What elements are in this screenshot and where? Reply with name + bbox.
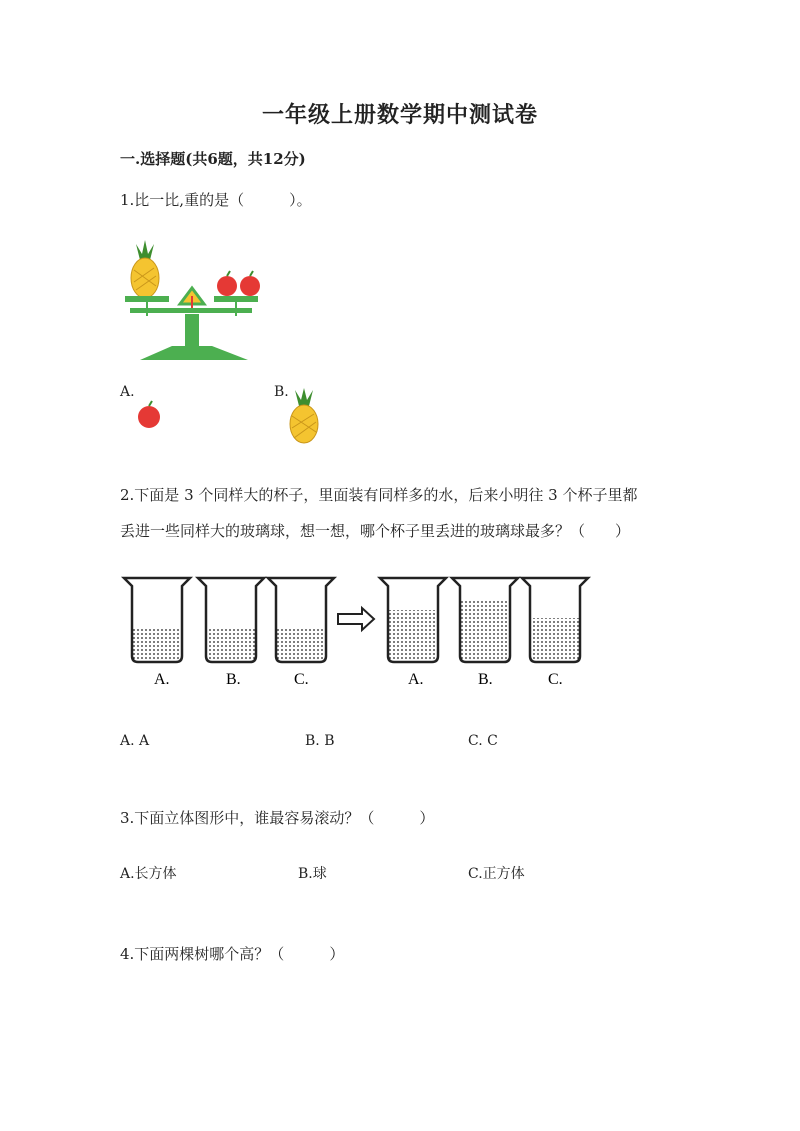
beaker-before-b [198, 578, 264, 662]
question-3-option-a[interactable]: A.长方体 [120, 866, 177, 882]
beaker-before-a [124, 578, 190, 662]
apple-icon [217, 271, 260, 296]
question-2-option-c[interactable]: C. C [468, 733, 498, 749]
section-heading: 一.选择题(共6题，共12分) [120, 150, 306, 168]
question-4-text: 4.下面两棵树哪个高？（ ） [120, 945, 345, 963]
question-3-text: 3.下面立体图形中，谁最容易滚动？（ ） [120, 809, 435, 827]
beaker-before-c [268, 578, 334, 662]
question-3-option-c[interactable]: C.正方体 [468, 866, 525, 882]
beaker-label: C. [294, 671, 309, 688]
beakers-figure [120, 572, 590, 692]
beaker-after-a [380, 578, 446, 662]
right-arrow-icon [338, 608, 374, 630]
apple-icon [136, 400, 162, 430]
question-2-text-line-1: 2.下面是 3 个同样大的杯子，里面装有同样多的水，后来小明往 3 个杯子里都 [120, 486, 638, 504]
pineapple-icon [286, 388, 322, 444]
question-1-option-b[interactable]: B. [274, 384, 289, 400]
question-2-option-b[interactable]: B. B [305, 733, 335, 749]
beaker-after-c [522, 578, 588, 662]
question-3-option-b[interactable]: B.球 [298, 866, 327, 882]
beaker-label: C. [548, 671, 563, 688]
beaker-label: A. [154, 671, 170, 688]
beaker-label: B. [226, 671, 241, 688]
page-title: 一年级上册数学期中测试卷 [261, 102, 538, 128]
question-2-text-line-2: 丢进一些同样大的玻璃球，想一想，哪个杯子里丢进的玻璃球最多？（ ） [120, 522, 631, 540]
question-1-text: 1.比一比,重的是（ ）。 [120, 191, 312, 209]
question-2-option-a[interactable]: A. A [120, 733, 150, 749]
question-1-option-a[interactable]: A. [120, 384, 135, 400]
beaker-label: B. [478, 671, 493, 688]
balance-scale-figure [120, 238, 260, 362]
beaker-label: A. [408, 671, 424, 688]
beaker-after-b [452, 578, 518, 662]
pineapple-icon [131, 240, 159, 298]
